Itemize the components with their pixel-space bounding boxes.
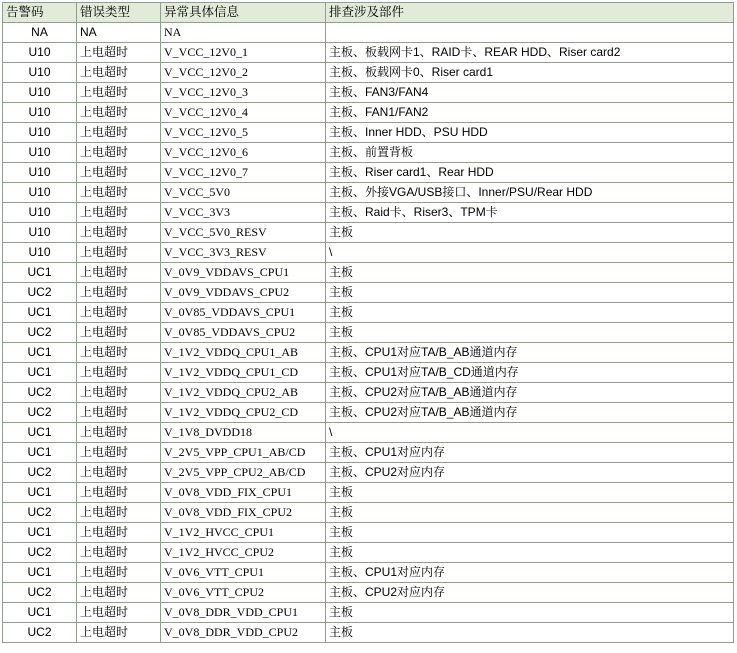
cell-error-type: 上电超时 — [77, 503, 161, 523]
table-row — [3, 463, 734, 483]
column-header-alarm-code: 告警码 — [3, 3, 77, 23]
column-header-error-type: 错误类型 — [77, 3, 161, 23]
cell-involved-parts — [326, 23, 734, 43]
cell-alarm-code: U10 — [3, 243, 77, 263]
alarm-code-table — [2, 2, 734, 643]
cell-involved-parts: 主板、Raid卡、Riser3、TPM卡 — [326, 203, 734, 223]
cell-alarm-code: UC2 — [3, 623, 77, 643]
cell-error-type: 上电超时 — [77, 423, 161, 443]
cell-alarm-code: UC1 — [3, 303, 77, 323]
cell-detail-info: V_0V9_VDDAVS_CPU1 — [161, 263, 326, 283]
cell-error-type: 上电超时 — [77, 563, 161, 583]
cell-error-type: 上电超时 — [77, 123, 161, 143]
cell-alarm-code: UC2 — [3, 583, 77, 603]
cell-alarm-code: U10 — [3, 163, 77, 183]
cell-involved-parts: 主板、CPU2对应内存 — [326, 583, 734, 603]
cell-error-type: 上电超时 — [77, 43, 161, 63]
cell-detail-info: V_VCC_12V0_2 — [161, 63, 326, 83]
cell-involved-parts: 主板、CPU1对应内存 — [326, 563, 734, 583]
cell-alarm-code: U10 — [3, 43, 77, 63]
cell-involved-parts: 主板 — [326, 503, 734, 523]
cell-alarm-code: UC1 — [3, 483, 77, 503]
cell-error-type: 上电超时 — [77, 143, 161, 163]
cell-detail-info: V_0V6_VTT_CPU1 — [161, 563, 326, 583]
cell-alarm-code: UC2 — [3, 403, 77, 423]
cell-error-type: 上电超时 — [77, 83, 161, 103]
cell-involved-parts: 主板 — [326, 303, 734, 323]
table-row — [3, 143, 734, 163]
cell-involved-parts: 主板、CPU2对应TA/B_AB通道内存 — [326, 403, 734, 423]
table-row — [3, 323, 734, 343]
table-row — [3, 43, 734, 63]
cell-detail-info: V_2V5_VPP_CPU1_AB/CD — [161, 443, 326, 463]
cell-involved-parts: 主板 — [326, 323, 734, 343]
cell-alarm-code: UC1 — [3, 603, 77, 623]
cell-involved-parts: 主板、Inner HDD、PSU HDD — [326, 123, 734, 143]
table-row — [3, 543, 734, 563]
cell-error-type: 上电超时 — [77, 343, 161, 363]
cell-involved-parts: 主板 — [326, 283, 734, 303]
cell-error-type: 上电超时 — [77, 223, 161, 243]
cell-error-type: 上电超时 — [77, 523, 161, 543]
cell-involved-parts: 主板 — [326, 543, 734, 563]
cell-alarm-code: UC1 — [3, 263, 77, 283]
cell-involved-parts: 主板、板载网卡0、Riser card1 — [326, 63, 734, 83]
cell-detail-info: V_0V8_DDR_VDD_CPU1 — [161, 603, 326, 623]
table-row — [3, 283, 734, 303]
cell-detail-info: V_0V8_VDD_FIX_CPU2 — [161, 503, 326, 523]
cell-alarm-code: UC2 — [3, 283, 77, 303]
cell-alarm-code: U10 — [3, 143, 77, 163]
column-header-involved-parts: 排查涉及部件 — [326, 3, 734, 23]
cell-alarm-code: U10 — [3, 203, 77, 223]
cell-alarm-code: UC1 — [3, 363, 77, 383]
cell-error-type: 上电超时 — [77, 63, 161, 83]
cell-detail-info: V_VCC_12V0_7 — [161, 163, 326, 183]
table-row — [3, 583, 734, 603]
cell-detail-info: V_0V85_VDDAVS_CPU1 — [161, 303, 326, 323]
cell-detail-info: V_VCC_5V0 — [161, 183, 326, 203]
cell-involved-parts: 主板、CPU2对应内存 — [326, 463, 734, 483]
cell-detail-info: V_1V2_VDDQ_CPU2_AB — [161, 383, 326, 403]
cell-involved-parts: 主板 — [326, 263, 734, 283]
table-row — [3, 223, 734, 243]
cell-error-type: NA — [77, 23, 161, 43]
table-row — [3, 243, 734, 263]
cell-detail-info: V_0V8_DDR_VDD_CPU2 — [161, 623, 326, 643]
cell-detail-info: V_0V9_VDDAVS_CPU2 — [161, 283, 326, 303]
cell-detail-info: V_VCC_12V0_3 — [161, 83, 326, 103]
cell-error-type: 上电超时 — [77, 463, 161, 483]
table-row — [3, 423, 734, 443]
table-row — [3, 263, 734, 283]
table-row — [3, 343, 734, 363]
table-row — [3, 603, 734, 623]
cell-detail-info: V_2V5_VPP_CPU2_AB/CD — [161, 463, 326, 483]
cell-detail-info: V_VCC_3V3 — [161, 203, 326, 223]
cell-detail-info: V_VCC_12V0_1 — [161, 43, 326, 63]
cell-detail-info: V_VCC_5V0_RESV — [161, 223, 326, 243]
cell-error-type: 上电超时 — [77, 583, 161, 603]
cell-error-type: 上电超时 — [77, 483, 161, 503]
table-row — [3, 163, 734, 183]
cell-error-type: 上电超时 — [77, 363, 161, 383]
table-row — [3, 63, 734, 83]
cell-error-type: 上电超时 — [77, 543, 161, 563]
table-row — [3, 303, 734, 323]
cell-involved-parts: 主板 — [326, 603, 734, 623]
table-row — [3, 563, 734, 583]
table-header-row — [3, 3, 734, 23]
cell-alarm-code: U10 — [3, 63, 77, 83]
cell-involved-parts: 主板 — [326, 483, 734, 503]
cell-detail-info: V_0V6_VTT_CPU2 — [161, 583, 326, 603]
cell-involved-parts: 主板、前置背板 — [326, 143, 734, 163]
cell-alarm-code: UC1 — [3, 423, 77, 443]
table-row — [3, 83, 734, 103]
cell-alarm-code: UC2 — [3, 503, 77, 523]
cell-involved-parts: 主板、CPU1对应TA/B_CD通道内存 — [326, 363, 734, 383]
cell-detail-info: V_VCC_12V0_5 — [161, 123, 326, 143]
cell-involved-parts: 主板、Riser card1、Rear HDD — [326, 163, 734, 183]
cell-alarm-code: UC2 — [3, 383, 77, 403]
cell-alarm-code: NA — [3, 23, 77, 43]
cell-alarm-code: U10 — [3, 103, 77, 123]
cell-involved-parts: 主板、CPU1对应TA/B_AB通道内存 — [326, 343, 734, 363]
cell-alarm-code: UC1 — [3, 563, 77, 583]
table-body — [3, 23, 734, 643]
cell-error-type: 上电超时 — [77, 203, 161, 223]
table-row — [3, 203, 734, 223]
table-row — [3, 183, 734, 203]
cell-alarm-code: UC1 — [3, 443, 77, 463]
cell-alarm-code: U10 — [3, 123, 77, 143]
cell-detail-info: V_VCC_12V0_4 — [161, 103, 326, 123]
table-row — [3, 403, 734, 423]
cell-error-type: 上电超时 — [77, 623, 161, 643]
cell-error-type: 上电超时 — [77, 383, 161, 403]
cell-involved-parts: \ — [326, 243, 734, 263]
cell-involved-parts: 主板、CPU1对应内存 — [326, 443, 734, 463]
cell-error-type: 上电超时 — [77, 303, 161, 323]
cell-involved-parts: 主板、板载网卡1、RAID卡、REAR HDD、Riser card2 — [326, 43, 734, 63]
cell-detail-info: V_0V85_VDDAVS_CPU2 — [161, 323, 326, 343]
cell-alarm-code: UC1 — [3, 343, 77, 363]
table-row — [3, 443, 734, 463]
cell-error-type: 上电超时 — [77, 243, 161, 263]
cell-alarm-code: UC2 — [3, 543, 77, 563]
cell-detail-info: V_1V8_DVDD18 — [161, 423, 326, 443]
table-row — [3, 23, 734, 43]
cell-detail-info: V_0V8_VDD_FIX_CPU1 — [161, 483, 326, 503]
cell-error-type: 上电超时 — [77, 323, 161, 343]
cell-detail-info: NA — [161, 23, 326, 43]
table-row — [3, 523, 734, 543]
cell-alarm-code: U10 — [3, 83, 77, 103]
cell-alarm-code: UC2 — [3, 463, 77, 483]
table-row — [3, 103, 734, 123]
table-row — [3, 123, 734, 143]
cell-involved-parts: \ — [326, 423, 734, 443]
cell-alarm-code: U10 — [3, 183, 77, 203]
table-row — [3, 483, 734, 503]
cell-error-type: 上电超时 — [77, 283, 161, 303]
cell-error-type: 上电超时 — [77, 183, 161, 203]
cell-involved-parts: 主板、FAN1/FAN2 — [326, 103, 734, 123]
cell-detail-info: V_1V2_VDDQ_CPU2_CD — [161, 403, 326, 423]
cell-detail-info: V_VCC_12V0_6 — [161, 143, 326, 163]
cell-involved-parts: 主板、外接VGA/USB接口、Inner/PSU/Rear HDD — [326, 183, 734, 203]
cell-alarm-code: UC2 — [3, 323, 77, 343]
cell-involved-parts: 主板 — [326, 523, 734, 543]
column-header-detail-info: 异常具体信息 — [161, 3, 326, 23]
cell-error-type: 上电超时 — [77, 103, 161, 123]
table-row — [3, 363, 734, 383]
cell-error-type: 上电超时 — [77, 443, 161, 463]
cell-involved-parts: 主板 — [326, 623, 734, 643]
cell-error-type: 上电超时 — [77, 263, 161, 283]
cell-error-type: 上电超时 — [77, 403, 161, 423]
cell-alarm-code: UC1 — [3, 523, 77, 543]
cell-detail-info: V_1V2_VDDQ_CPU1_AB — [161, 343, 326, 363]
cell-involved-parts: 主板、CPU2对应TA/B_AB通道内存 — [326, 383, 734, 403]
cell-alarm-code: U10 — [3, 223, 77, 243]
table-row — [3, 503, 734, 523]
cell-detail-info: V_1V2_HVCC_CPU2 — [161, 543, 326, 563]
cell-error-type: 上电超时 — [77, 603, 161, 623]
cell-detail-info: V_1V2_VDDQ_CPU1_CD — [161, 363, 326, 383]
table-row — [3, 383, 734, 403]
cell-error-type: 上电超时 — [77, 163, 161, 183]
cell-involved-parts: 主板 — [326, 223, 734, 243]
cell-involved-parts: 主板、FAN3/FAN4 — [326, 83, 734, 103]
table-row — [3, 623, 734, 643]
cell-detail-info: V_VCC_3V3_RESV — [161, 243, 326, 263]
cell-detail-info: V_1V2_HVCC_CPU1 — [161, 523, 326, 543]
